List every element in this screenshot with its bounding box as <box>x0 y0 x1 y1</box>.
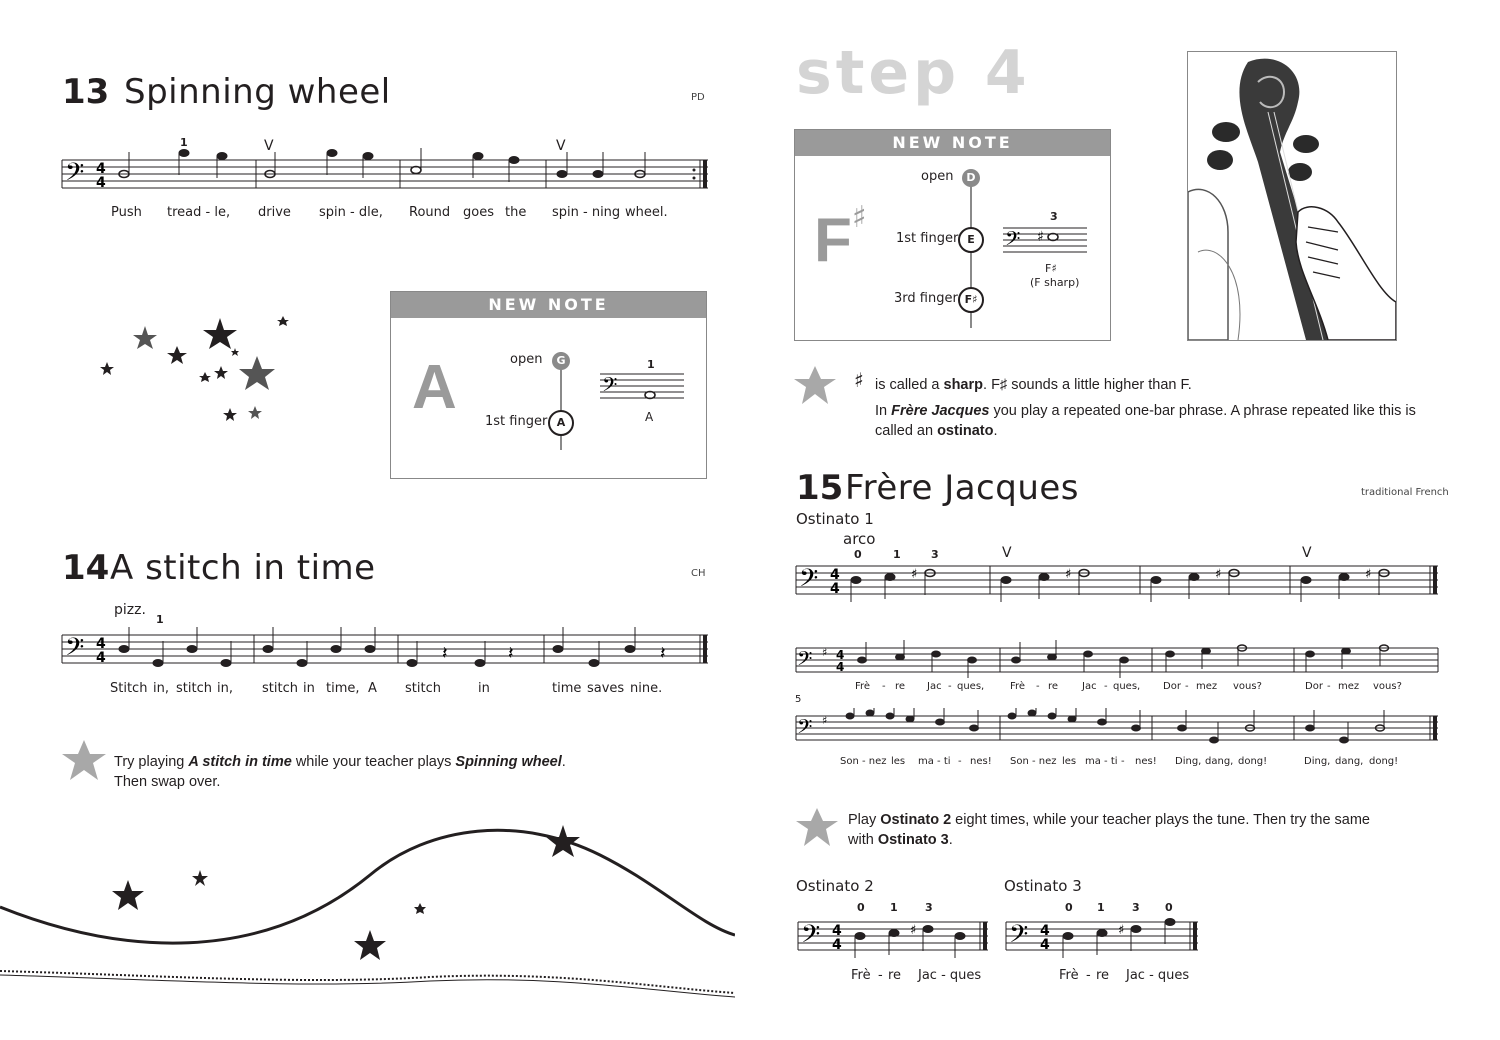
song-14-title: A stitch in time <box>110 548 376 588</box>
lyric: ma - ti <box>918 756 951 767</box>
svg-text:𝄽: 𝄽 <box>660 643 666 664</box>
lyric: ques, <box>957 681 985 692</box>
lyric: Frè <box>851 968 871 983</box>
star-icon <box>167 346 187 364</box>
svg-text:4: 4 <box>96 650 106 666</box>
bass-clef-icon: 𝄢 <box>801 920 821 955</box>
star-icon <box>203 318 237 349</box>
lyric: re <box>1096 968 1110 983</box>
first-finger-note: E <box>958 227 984 253</box>
song-14-credit: CH <box>691 568 706 579</box>
lyric: Jac <box>927 681 942 692</box>
play-tip-line2: with Ostinato 3. <box>848 832 953 848</box>
open-note-marker: D <box>962 169 980 187</box>
third-finger-label: 3rd finger <box>894 291 958 306</box>
star-icon <box>239 356 275 390</box>
bass-clef-icon: 𝄢 <box>1009 920 1029 955</box>
lyric: - <box>1327 681 1331 692</box>
lyric: time, <box>326 681 360 696</box>
tip-text-line2: Then swap over. <box>114 774 221 790</box>
new-note-letter: F <box>814 206 852 275</box>
note-fsharp-staff <box>1003 226 1089 256</box>
cello-illustration <box>1187 51 1397 341</box>
lyric: in <box>478 681 490 696</box>
lyric: drive <box>258 205 291 220</box>
star-icon <box>133 326 157 349</box>
sharp-info-line2: In Frère Jacques you play a repeated one-bar phrase. A phrase repeated like this is <box>875 403 1416 419</box>
lyric: re <box>1048 681 1059 692</box>
svg-text:♯: ♯ <box>1065 567 1072 582</box>
lyric: Push <box>111 205 142 220</box>
lyric: saves <box>587 681 625 696</box>
song-13-credit: PD <box>691 92 705 103</box>
lyric: spin - ning <box>552 205 621 220</box>
song-13-number: 13 <box>62 72 110 112</box>
lyric: Son - nez <box>840 756 887 767</box>
bass-clef-icon: 𝄢 <box>799 564 819 599</box>
new-note-heading: NEW NOTE <box>391 292 706 318</box>
svg-text:4: 4 <box>832 923 842 939</box>
ostinato-2-label: Ostinato 2 <box>796 877 874 895</box>
bass-clef-icon: 𝄢 <box>797 647 813 675</box>
fingering-1: 1 <box>180 136 188 149</box>
lyric: dong! <box>1238 756 1268 767</box>
star-icon <box>192 870 208 886</box>
lyric: goes <box>463 205 494 220</box>
tip-text-line1: Try playing A stitch in time while your teacher plays Spinning wheel. <box>114 754 566 770</box>
bass-clef-icon: 𝄢 <box>797 715 813 743</box>
svg-text:4: 4 <box>836 648 845 662</box>
bass-clef-icon: 𝄢 <box>65 633 85 668</box>
lyric: nine. <box>630 681 663 696</box>
lyric: - <box>1086 968 1091 983</box>
ostinato-2-staff <box>796 912 992 962</box>
wave-decoration <box>0 815 735 1005</box>
fingering-3: 3 <box>931 548 939 561</box>
lyric: Round <box>409 205 451 220</box>
star-icon <box>100 362 114 375</box>
svg-text:4: 4 <box>1040 923 1050 939</box>
lyric: les <box>1062 756 1077 767</box>
song-14-staff <box>60 605 712 675</box>
ostinato-1-staff <box>794 560 1442 612</box>
lyric: ques, <box>1113 681 1141 692</box>
lyric: tread - le, <box>167 205 231 220</box>
melody-staff-row2 <box>794 708 1442 752</box>
star-icon <box>248 406 262 419</box>
svg-text:4: 4 <box>1040 937 1050 953</box>
staff-note-name: F♯ <box>1045 262 1057 275</box>
star-icon <box>112 880 144 910</box>
fingering-0: 0 <box>1065 901 1073 914</box>
arco-marking: arco <box>843 530 876 548</box>
lyric: re <box>895 681 906 692</box>
svg-text:♯: ♯ <box>910 923 917 938</box>
lyric: dang, <box>1335 756 1364 767</box>
lyric: Frè <box>855 681 871 692</box>
sharp-info-line1: is called a sharp. F♯ sounds a little higher than F. <box>875 377 1192 393</box>
staff-fingering: 3 <box>1050 210 1058 223</box>
fingering-1: 1 <box>893 548 901 561</box>
star-icon <box>414 903 426 914</box>
fingering-0: 0 <box>857 901 865 914</box>
svg-text:♯: ♯ <box>1215 567 1222 582</box>
lyric: stitch <box>262 681 298 696</box>
lyric: nes! <box>970 756 992 767</box>
svg-text:♯: ♯ <box>822 714 828 727</box>
svg-text:♯: ♯ <box>1365 567 1372 582</box>
star-icon <box>277 316 289 326</box>
svg-text:♯: ♯ <box>1037 229 1044 245</box>
up-bow-mark: V <box>264 138 274 154</box>
new-note-heading: NEW NOTE <box>795 130 1110 156</box>
svg-text:𝄽: 𝄽 <box>508 643 514 664</box>
star-icon <box>792 364 838 406</box>
fingering-1: 1 <box>156 613 164 626</box>
svg-text:♯: ♯ <box>822 646 828 659</box>
staff-fingering: 1 <box>647 358 655 371</box>
melody-staff-row1 <box>794 640 1442 680</box>
up-bow-mark: V <box>556 138 566 154</box>
lyric: stitch <box>405 681 441 696</box>
svg-text:4: 4 <box>96 636 106 652</box>
lyric: spin - dle, <box>319 205 383 220</box>
first-finger-label: 1st finger <box>896 231 959 246</box>
star-icon <box>546 825 580 857</box>
star-icon <box>60 738 108 784</box>
svg-text:♯: ♯ <box>1118 923 1125 938</box>
ostinato-1-label: Ostinato 1 <box>796 510 874 528</box>
bass-clef-icon: 𝄢 <box>65 158 85 193</box>
svg-text:4: 4 <box>96 175 106 191</box>
fingering-0: 0 <box>1165 901 1173 914</box>
finger-label: 1st finger <box>485 414 548 429</box>
measure-number: 5 <box>795 694 802 705</box>
sharp-icon: ♯ <box>852 200 867 235</box>
lyric: vous? <box>1233 681 1262 692</box>
lyric: time <box>552 681 582 696</box>
lyric: A <box>368 681 377 696</box>
stars-decoration <box>95 310 295 430</box>
lyric: - <box>1036 681 1040 692</box>
lyric: Son - nez <box>1010 756 1057 767</box>
up-bow-mark: V <box>1002 545 1012 561</box>
fingering-1: 1 <box>1097 901 1105 914</box>
open-label: open <box>921 169 954 184</box>
fingering-1: 1 <box>890 901 898 914</box>
song-15-credit: traditional French <box>1361 487 1449 498</box>
lyric: - <box>958 756 962 767</box>
song-15-number: 15 <box>796 468 844 508</box>
svg-text:4: 4 <box>830 581 840 597</box>
lyric: les <box>891 756 906 767</box>
lyric: re <box>888 968 902 983</box>
lyric: stitch <box>176 681 212 696</box>
lyric: - <box>1121 756 1125 767</box>
lyric: vous? <box>1373 681 1402 692</box>
lyric: mez <box>1338 681 1360 692</box>
svg-text:4: 4 <box>96 161 106 177</box>
lyric: Dor <box>1163 681 1181 692</box>
svg-text:4: 4 <box>836 660 845 674</box>
lyric: nes! <box>1135 756 1157 767</box>
fingering-0: 0 <box>854 548 862 561</box>
lyric: Stitch <box>110 681 148 696</box>
staff-note-name: A <box>645 410 654 424</box>
lyric: Jac - ques <box>918 968 982 983</box>
open-note-marker: G <box>552 352 570 370</box>
ostinato-3-staff <box>1004 912 1202 962</box>
lyric: - <box>1185 681 1189 692</box>
lyric: dong! <box>1369 756 1399 767</box>
lyric: Ding, <box>1304 756 1331 767</box>
pizz-marking: pizz. <box>114 602 146 618</box>
step-title: step 4 <box>796 38 1031 108</box>
star-icon <box>231 348 239 356</box>
sharp-icon: ♯ <box>854 368 864 392</box>
lyric: in, <box>153 681 169 696</box>
lyric: Frè <box>1010 681 1026 692</box>
finger-note-marker: A <box>548 410 574 436</box>
svg-text:4: 4 <box>832 937 842 953</box>
note-a-staff <box>600 370 686 406</box>
song-14-number: 14 <box>62 548 110 588</box>
lyric: dang, <box>1205 756 1234 767</box>
svg-text:♯: ♯ <box>911 567 918 582</box>
lyric: Jac <box>1082 681 1097 692</box>
lyric: mez <box>1196 681 1218 692</box>
third-finger-note: F♯ <box>958 287 984 313</box>
ostinato-3-label: Ostinato 3 <box>1004 877 1082 895</box>
lyric: - <box>1104 681 1108 692</box>
lyric: Dor <box>1305 681 1323 692</box>
song-13-staff <box>60 130 712 200</box>
bass-clef-icon: 𝄢 <box>602 373 618 401</box>
lyric: - <box>948 681 952 692</box>
lyric: ma - ti <box>1085 756 1118 767</box>
lyric: in, <box>217 681 233 696</box>
star-icon <box>794 806 840 848</box>
star-icon <box>354 930 386 960</box>
lyric: Ding, <box>1175 756 1202 767</box>
lyric: - <box>878 968 883 983</box>
fingering-3: 3 <box>1132 901 1140 914</box>
star-icon <box>223 408 237 421</box>
lyric: - <box>882 681 886 692</box>
play-tip-line1: Play Ostinato 2 eight times, while your teacher plays the tune. Then try the same <box>848 812 1370 828</box>
star-icon <box>214 366 228 379</box>
new-note-letter: A <box>412 353 457 422</box>
lyric: Frè <box>1059 968 1079 983</box>
song-13-title: Spinning wheel <box>124 72 391 112</box>
star-icon <box>199 372 211 382</box>
song-15-title: Frère Jacques <box>845 468 1080 508</box>
up-bow-mark: V <box>1302 545 1312 561</box>
lyric: wheel. <box>625 205 668 220</box>
lyric: the <box>505 205 527 220</box>
bass-clef-icon: 𝄢 <box>1005 227 1021 255</box>
fingering-3: 3 <box>925 901 933 914</box>
staff-note-desc: (F sharp) <box>1030 276 1080 289</box>
lyric: Jac - ques <box>1126 968 1190 983</box>
open-label: open <box>510 352 543 367</box>
lyric: in <box>303 681 315 696</box>
sharp-info-line3: called an ostinato. <box>875 423 998 439</box>
svg-text:𝄽: 𝄽 <box>442 643 448 664</box>
svg-text:4: 4 <box>830 567 840 583</box>
